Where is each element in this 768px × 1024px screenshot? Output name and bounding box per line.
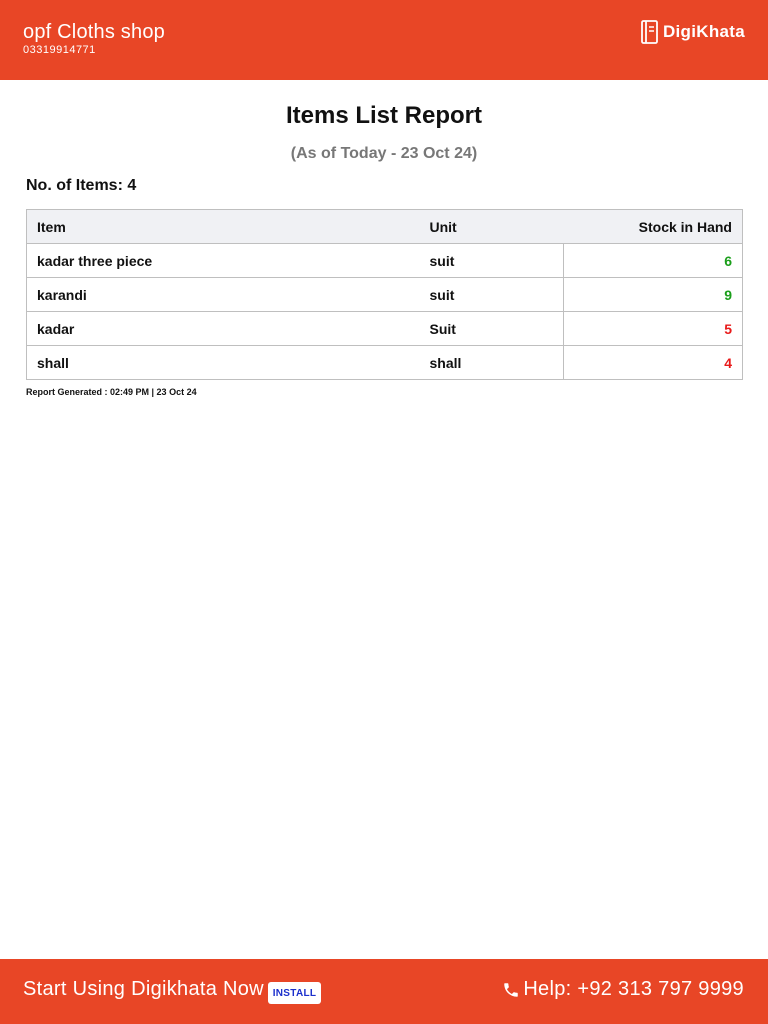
book-icon (641, 20, 659, 44)
item-unit: suit (420, 244, 564, 278)
item-stock: 9 (564, 278, 743, 312)
item-name: kadar three piece (27, 244, 420, 278)
table-row (27, 244, 743, 278)
item-unit: Suit (420, 312, 564, 346)
table-row (27, 278, 743, 312)
item-count: No. of Items: 4 (26, 177, 137, 194)
table-row (27, 346, 743, 380)
item-stock: 5 (564, 312, 743, 346)
install-button[interactable]: INSTALL (268, 982, 321, 1004)
item-unit: shall (420, 346, 564, 380)
item-stock: 4 (564, 346, 743, 380)
column-header-unit: Unit (420, 210, 564, 244)
shop-phone: 03319914771 (23, 44, 96, 56)
help-phone-link[interactable] (502, 978, 744, 1001)
item-unit: suit (420, 278, 564, 312)
help-text: Help: +92 313 797 9999 (523, 978, 744, 1000)
brand-name: DigiKhata (662, 22, 745, 41)
item-stock: 6 (564, 244, 743, 278)
digikhata-logo (641, 20, 745, 44)
items-table (26, 209, 743, 380)
column-header-item: Item (27, 210, 420, 244)
report-title: Items List Report (285, 102, 483, 129)
item-name: karandi (27, 278, 420, 312)
item-name: kadar (27, 312, 420, 346)
column-header-stock: Stock in Hand (564, 210, 743, 244)
report-header (0, 0, 768, 80)
phone-icon (502, 981, 520, 999)
shop-name: opf Cloths shop (23, 21, 165, 43)
cta-text[interactable]: Start Using Digikhata Now (23, 978, 264, 1000)
item-name: shall (27, 346, 420, 380)
table-header-row (27, 210, 743, 244)
promo-footer (0, 959, 768, 1024)
table-row (27, 312, 743, 346)
report-subtitle: (As of Today - 23 Oct 24) (290, 145, 478, 162)
report-generated-timestamp: Report Generated : 02:49 PM | 23 Oct 24 (26, 387, 197, 397)
